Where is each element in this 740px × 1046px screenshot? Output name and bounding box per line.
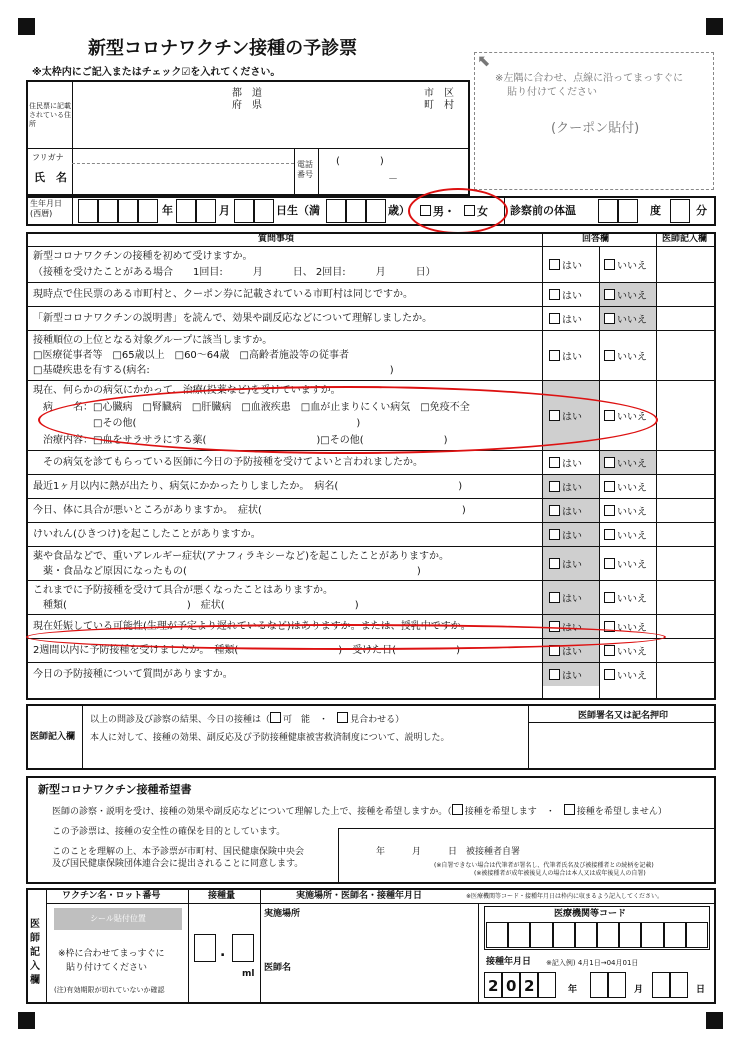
no-label: いいえ (617, 507, 647, 518)
possible-label: 可 能 (283, 715, 311, 725)
instruction-text: ※太枠内にご記入またはチェック☑を入れてください。 (32, 67, 281, 78)
question-text-line: 薬や食品などで、重いアレルギー症状(アナフィラキシーなど)を起こしたことがありますか。 (33, 550, 450, 562)
answer-no[interactable] (604, 350, 647, 364)
no-label: いいえ (617, 531, 647, 542)
no-checkbox[interactable] (604, 313, 615, 324)
question-text-line: 病 名：□心臓病 □腎臓病 □肝臓病 □血液疾患 □血が止まりにくい病気 □免疫不全 (33, 401, 470, 413)
temperature-digit-2[interactable] (618, 199, 638, 223)
birth-year-label: 年 (162, 204, 173, 217)
yes-checkbox[interactable] (549, 313, 560, 324)
question-text-line: 治療内容：□血をサラサラにする薬( )□その他( ) (33, 434, 448, 446)
dose-integer-box[interactable] (194, 934, 216, 962)
birth-month-label: 月 (219, 204, 230, 217)
facility-code-digit[interactable] (553, 922, 575, 948)
answer-no[interactable] (604, 457, 647, 471)
month-digit-2[interactable] (608, 972, 626, 998)
no-label: いいえ (617, 483, 647, 494)
year-digit-1-text: 2 (488, 977, 499, 995)
question-text-line: （接種を受けたことがある場合 1回目: 月 日、 2回目: 月 日） (33, 267, 436, 278)
birth-month-digit-1[interactable] (176, 199, 196, 223)
doctor-note-cell[interactable] (657, 581, 715, 614)
no-checkbox[interactable] (604, 505, 615, 516)
treatment-highlight-oval (38, 386, 658, 454)
yes-label: はい (562, 560, 582, 571)
yes-label: はい (562, 594, 582, 605)
question-text-line: これまでに予防接種を受けて具合が悪くなったことはありますか。 (33, 584, 333, 596)
yes-label: はい (562, 315, 582, 326)
no-checkbox[interactable] (604, 529, 615, 540)
facility-code-digit[interactable] (597, 922, 619, 948)
yes-checkbox[interactable] (549, 592, 560, 603)
no-checkbox[interactable] (604, 592, 615, 603)
question-row (27, 663, 715, 687)
phone-dash: － (388, 174, 398, 185)
no-label: いいえ (617, 352, 647, 363)
age-end-label: 歳） (388, 204, 410, 217)
yes-checkbox[interactable] (549, 529, 560, 540)
bottom-month-label: 月 (634, 985, 644, 995)
no-label: いいえ (617, 623, 647, 634)
coupon-note-line1: ※左隅に合わせ、点線に沿ってまっすぐに (495, 73, 684, 84)
date-example: ※記入例) 4月1日→04月01日 (546, 959, 639, 967)
col-note: ※医療機関等コード・接種年月日は枠内に収まるよう記入してください。 (466, 893, 664, 900)
address-shiku-top: 市 区 (424, 88, 454, 99)
question-row (27, 307, 715, 331)
question-text-line: 「新型コロナワクチンの説明書」を読んで、効果や副反応などについて理解しましたか。 (33, 313, 433, 324)
sticker-note1: ※枠に合わせてまっすぐに (58, 949, 165, 959)
vaccine-side-label: 医師記入欄 (30, 919, 40, 986)
facility-code-digit[interactable] (641, 922, 663, 948)
yes-checkbox[interactable] (549, 558, 560, 569)
possible-checkbox[interactable] (270, 712, 281, 723)
doctor-line2: 本人に対して、接種の効果、副反応及び予防接種健康被害救済制度について、説明した。 (90, 733, 450, 743)
no-wish-label: 接種を希望しません） (576, 807, 667, 817)
yes-checkbox[interactable] (549, 457, 560, 468)
corner-mark-top-left (18, 18, 35, 35)
coupon-area (474, 52, 714, 190)
facility-code-digit[interactable] (575, 922, 597, 948)
postpone-checkbox[interactable] (337, 712, 348, 723)
doctor-note-cell[interactable] (657, 663, 715, 686)
no-label: いいえ (617, 412, 647, 423)
doctor-note-cell[interactable] (657, 499, 715, 522)
answer-yes[interactable] (549, 313, 582, 327)
month-digit-1[interactable] (590, 972, 608, 998)
doctor-note-cell[interactable] (657, 307, 715, 330)
dose-dot: . (220, 944, 226, 960)
temperature-digit-1[interactable] (598, 199, 618, 223)
yes-label: はい (562, 412, 582, 423)
year-digit-4[interactable] (538, 972, 556, 998)
year-digit-3-text: 2 (524, 977, 535, 995)
yes-label: はい (562, 261, 582, 272)
day-digit-1[interactable] (652, 972, 670, 998)
birth-day-age-label: 日生（満 (276, 204, 320, 217)
no-checkbox[interactable] (604, 645, 615, 656)
consent-line1-prefix: 医師の診察・説明を受け、接種の効果や副反応などについて理解した上で、接種を希望しますか。（ (52, 807, 452, 817)
no-checkbox[interactable] (604, 558, 615, 569)
header-doctor: 医師記入欄 (662, 234, 708, 244)
answer-yes[interactable] (549, 505, 582, 519)
no-wish-checkbox[interactable] (564, 804, 575, 815)
address-todofuken-bottom: 府 県 (232, 100, 262, 111)
doctor-note-cell[interactable] (657, 475, 715, 498)
col-dose: 接種量 (208, 891, 236, 901)
corner-mark-bottom-left (18, 1012, 35, 1029)
no-label: いいえ (617, 647, 647, 658)
birth-day-digit-2[interactable] (254, 199, 274, 223)
consent-sep: ・ (545, 807, 555, 817)
answer-no[interactable] (604, 505, 647, 519)
no-checkbox[interactable] (604, 259, 615, 270)
year-digit-1[interactable] (484, 972, 502, 998)
facility-code-digit[interactable] (686, 922, 708, 948)
consent-date-sign: 年 月 日 被接種者自署 (376, 847, 521, 857)
birth-year-digit-2[interactable] (98, 199, 118, 223)
answer-no[interactable] (604, 289, 647, 303)
answer-yes[interactable] (549, 645, 582, 659)
postpone-label: 見合わせる） (350, 715, 405, 725)
minute-label: 分 (696, 204, 707, 217)
consent-note2: (※被接種者が成年被後見人の場合は本人又は成年後見人の自署) (474, 870, 646, 877)
yes-label: はい (562, 459, 582, 470)
consent-title: 新型コロナワクチン接種希望書 (38, 783, 192, 796)
doctor-name-field[interactable] (300, 956, 474, 986)
no-label: いいえ (617, 291, 647, 302)
page-title: 新型コロナワクチン接種の予診票 (88, 38, 358, 59)
year-digit-3[interactable] (520, 972, 538, 998)
header-answer: 回答欄 (582, 234, 610, 244)
question-text-line: 新型コロナワクチンの接種を初めて受けますか。 (33, 251, 253, 262)
address-label: 住民票に記載されている住所 (29, 102, 71, 128)
answer-yes[interactable] (549, 592, 582, 606)
question-text-line: 現在妊娠している可能性(生理が予定より遅れているなど)はありますか。または、授乳中ですか。 (33, 621, 471, 632)
question-text-line: 現時点で住民票のある市町村と、クーポン券に記載されている市町村は同じですか。 (33, 289, 413, 300)
no-label: いいえ (617, 671, 647, 682)
expiry-note: (注)有効期限が切れていないか確認 (54, 986, 165, 994)
male-label: 男・ (433, 205, 455, 218)
coupon-label: (クーポン貼付) (551, 121, 640, 136)
yes-label: はい (562, 507, 582, 518)
wish-label: 接種を希望します (464, 807, 537, 817)
bottom-day-label: 日 (696, 985, 706, 995)
answer-yes[interactable] (549, 350, 582, 364)
doctor-note-cell[interactable] (657, 331, 715, 380)
question-row (27, 247, 715, 283)
corner-mark-top-right (706, 18, 723, 35)
doctor-note-cell[interactable] (657, 615, 715, 638)
female-label: 女 (477, 205, 488, 218)
answer-yes[interactable] (549, 289, 582, 303)
question-row (27, 451, 715, 475)
birth-year-digit-3[interactable] (118, 199, 138, 223)
doctor-line1-prefix: 以上の問診及び診察の結果、今日の接種は（ (90, 715, 271, 725)
yes-checkbox[interactable] (549, 505, 560, 516)
temperature-decimal[interactable] (670, 199, 690, 223)
coupon-arrow-icon: ⬉ (477, 51, 491, 70)
yes-label: はい (562, 483, 582, 494)
yes-label: はい (562, 671, 582, 682)
bottom-year-label: 年 (568, 985, 578, 995)
question-text-line: 種類( ) 症状( ) (33, 599, 359, 611)
col-vaccine: ワクチン名・ロット番号 (62, 891, 161, 901)
question-text-line: 今日の予防接種について質問がありますか。 (33, 669, 233, 680)
place-field[interactable] (264, 922, 474, 952)
question-text-line: 2週間以内に予防接種を受けましたか。 種類( ) 受けた日( ) (33, 645, 460, 656)
header-question: 質問事項 (258, 234, 295, 244)
question-row (27, 547, 715, 581)
question-text-line: その病気を診てもらっている医師に今日の予防接種を受けてよいと言われましたか。 (33, 457, 423, 468)
consent-line1 (52, 804, 667, 818)
place-label: 実施場所 (264, 909, 301, 919)
birth-label: 生年月日(西暦) (30, 199, 62, 218)
signature-label: 医師署名又は記名押印 (578, 711, 669, 721)
answer-no[interactable] (604, 481, 647, 495)
doctor-note-cell[interactable] (657, 639, 715, 662)
question-row (27, 475, 715, 499)
answer-yes[interactable] (549, 529, 582, 543)
no-checkbox[interactable] (604, 289, 615, 300)
corner-mark-bottom-right (706, 1012, 723, 1029)
birth-day-digit-1[interactable] (234, 199, 254, 223)
answer-no[interactable] (604, 558, 647, 572)
year-digit-2-text: 0 (506, 977, 517, 995)
sex-highlight-oval (408, 188, 508, 234)
address-todofuken-top: 都 道 (232, 88, 262, 99)
pregnancy-highlight-oval (26, 624, 666, 650)
question-text-line: 接種順位の上位となる対象グループに該当しますか。 (33, 334, 273, 346)
answer-yes[interactable] (549, 481, 582, 495)
yes-checkbox[interactable] (549, 289, 560, 300)
no-checkbox[interactable] (604, 481, 615, 492)
no-checkbox[interactable] (604, 457, 615, 468)
answer-no[interactable] (604, 645, 647, 659)
doctor-line1 (90, 712, 404, 726)
yes-checkbox[interactable] (549, 350, 560, 361)
question-row (27, 581, 715, 615)
question-text-line: 今日、体に具合が悪いところがありますか。 症状( ) (33, 505, 466, 516)
name-label: 氏 名 (34, 171, 67, 184)
consent-line3: このことを理解の上、本予診票が市町村、国民健康保険中央会 (52, 847, 305, 857)
answer-no[interactable] (604, 313, 647, 327)
answer-no[interactable] (604, 529, 647, 543)
no-checkbox[interactable] (604, 350, 615, 361)
question-text-line: □その他( ) (33, 418, 361, 430)
question-text-line: けいれん(ひきつけ)を起こしたことがありますか。 (33, 529, 261, 540)
furigana-label: フリガナ (32, 153, 64, 162)
yes-checkbox[interactable] (549, 481, 560, 492)
no-label: いいえ (617, 261, 647, 272)
year-digit-2[interactable] (502, 972, 520, 998)
yes-label: はい (562, 531, 582, 542)
doctor-section-label: 医師記入欄 (30, 732, 76, 742)
facility-code-label: 医療機関等コード (554, 909, 627, 919)
coupon-note-line2: 貼り付けてください (507, 87, 597, 98)
question-row (27, 523, 715, 547)
no-label: いいえ (617, 594, 647, 605)
phone-parens[interactable]: ( ) (336, 156, 384, 167)
address-field[interactable] (74, 114, 468, 146)
question-text-line: □医療従事者等 □65歳以上 □60～64歳 □高齢者施設等の従事者 (33, 350, 349, 361)
answer-yes[interactable] (549, 558, 582, 572)
doctor-note-cell[interactable] (657, 523, 715, 546)
facility-code-digit[interactable] (530, 922, 552, 948)
no-label: いいえ (617, 315, 647, 326)
doctor-note-cell[interactable] (657, 451, 715, 474)
phone-label: 電話番号 (297, 160, 313, 179)
answer-yes[interactable] (549, 669, 582, 683)
no-label: いいえ (617, 459, 647, 470)
facility-code-digit[interactable] (619, 922, 641, 948)
birth-year-digit-1[interactable] (78, 199, 98, 223)
question-row (27, 499, 715, 523)
birth-year-digit-4[interactable] (138, 199, 158, 223)
consent-note1: (※自署できない場合は代筆者が署名し、代筆者氏名及び被接種者との続柄を記載) (434, 862, 654, 869)
signature-field[interactable] (532, 726, 712, 766)
answer-yes[interactable] (549, 457, 582, 471)
question-text-line: 薬・食品など原因になったもの( ) (33, 565, 421, 577)
doctor-note-cell[interactable] (657, 283, 715, 306)
sticker-label: シール貼付位置 (90, 914, 146, 923)
question-row (27, 331, 715, 381)
name-field[interactable] (74, 165, 292, 193)
doctor-note-cell[interactable] (657, 547, 715, 580)
dose-decimal-box[interactable] (232, 934, 254, 962)
answer-yes[interactable] (549, 259, 582, 273)
yes-checkbox[interactable] (549, 669, 560, 680)
facility-code-digit[interactable] (486, 922, 508, 948)
answer-no[interactable] (604, 259, 647, 273)
yes-label: はい (562, 291, 582, 302)
doctor-dot: ・ (319, 715, 329, 725)
age-digit-1[interactable] (326, 199, 346, 223)
birth-month-digit-2[interactable] (196, 199, 216, 223)
dose-unit: ml (242, 969, 255, 979)
no-checkbox[interactable] (604, 669, 615, 680)
consent-signature-field[interactable] (560, 832, 710, 858)
consent-line4: 及び国民健康保険団体連合会に提出されることに同意します。 (52, 859, 304, 869)
age-digit-2[interactable] (346, 199, 366, 223)
question-text-line: 現在、何らかの病気にかかって、治療(投薬など)を受けていますか。 (33, 385, 341, 397)
yes-label: はい (562, 623, 582, 634)
question-text-line: 最近1ヶ月以内に熱が出たり、病気にかかったりしましたか。 病名( ) (33, 481, 463, 492)
yes-label: はい (562, 352, 582, 363)
consent-line2: この予診票は、接種の安全性の確保を目的としています。 (52, 827, 286, 837)
doctor-note-cell[interactable] (657, 247, 715, 282)
doctor-note-cell[interactable] (657, 381, 715, 450)
yes-label: はい (562, 647, 582, 658)
answer-no[interactable] (604, 669, 647, 683)
address-shiku-bottom: 町 村 (424, 100, 454, 111)
facility-code-digit[interactable] (508, 922, 530, 948)
facility-code-digit[interactable] (664, 922, 686, 948)
sticker-note2: 貼り付けてください (66, 963, 148, 973)
temperature-label: 診察前の体温 (510, 204, 576, 217)
question-row (27, 283, 715, 307)
question-text-line: □基礎疾患を有する(病名: ) (33, 365, 394, 377)
day-digit-2[interactable] (670, 972, 688, 998)
age-digit-3[interactable] (366, 199, 386, 223)
answer-no[interactable] (604, 592, 647, 606)
yes-checkbox[interactable] (549, 259, 560, 270)
doctor-name-label: 医師名 (264, 963, 292, 973)
degree-label: 度 (650, 204, 661, 217)
no-label: いいえ (617, 560, 647, 571)
date-label: 接種年月日 (486, 957, 532, 967)
col-place: 実施場所・医師名・接種年月日 (296, 891, 423, 901)
wish-checkbox[interactable] (452, 804, 463, 815)
